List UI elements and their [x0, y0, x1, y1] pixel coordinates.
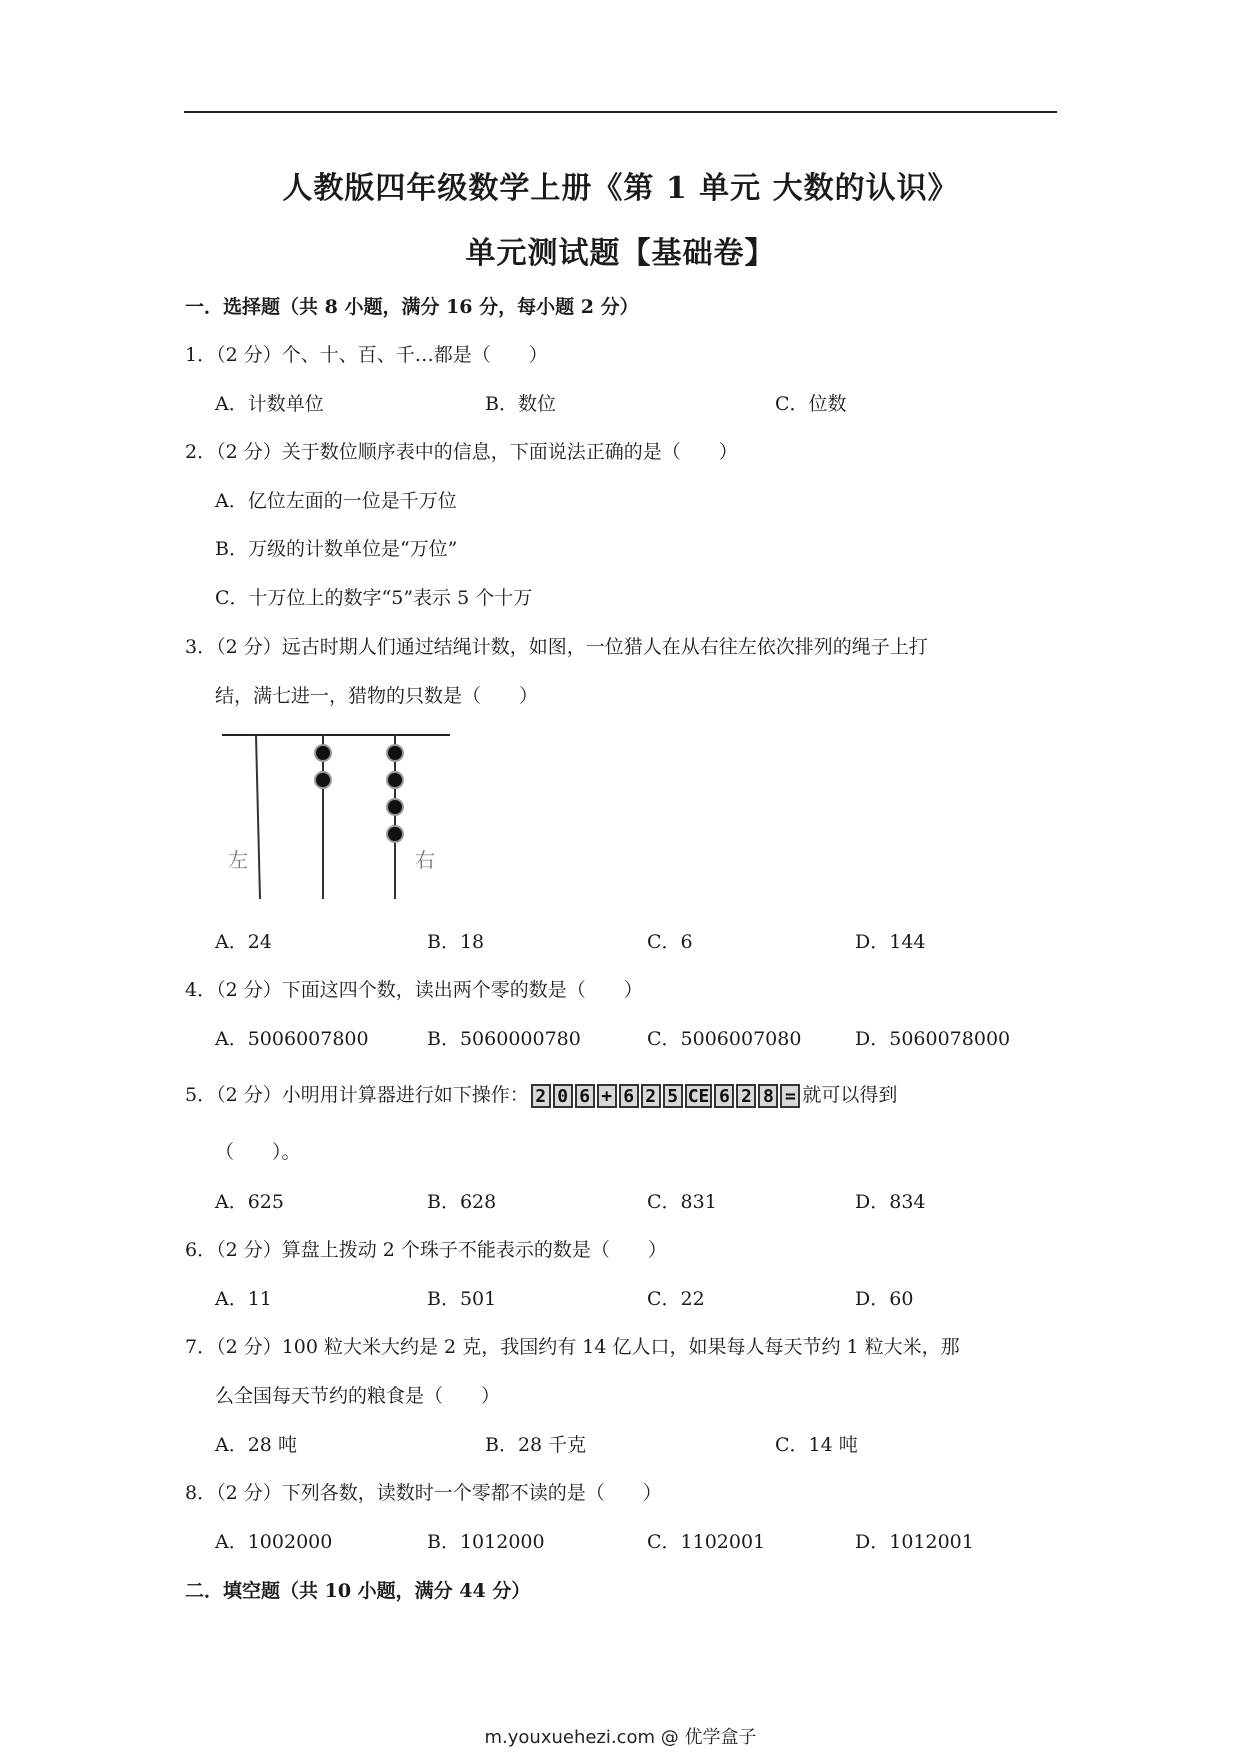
knot — [387, 745, 403, 761]
option-a: A．11 — [215, 1288, 272, 1310]
option-c: C．831 — [647, 1191, 717, 1213]
calc-key-6: 6 — [619, 1084, 639, 1108]
calc-key-equals: = — [780, 1084, 800, 1108]
option-a: A．28 吨 — [215, 1434, 297, 1456]
calc-key-6: 6 — [575, 1084, 595, 1108]
question-3-options — [215, 927, 1055, 953]
option-a: A．5006007800 — [215, 1028, 369, 1050]
option-b: B．18 — [427, 931, 485, 953]
option-d: D．144 — [855, 931, 926, 953]
knot — [315, 772, 331, 788]
calc-key-2: 2 — [531, 1084, 551, 1108]
question-8-stem: 8．（2 分）下列各数，读数时一个零都不读的是（ ） — [185, 1482, 662, 1504]
option-d: D．60 — [855, 1288, 914, 1310]
question-3-stem-cont: 结，满七进一，猎物的只数是（ ） — [215, 685, 539, 707]
question-2-stem: 2．（2 分）关于数位顺序表中的信息，下面说法正确的是（ ） — [185, 441, 738, 463]
knot-rope-figure — [220, 727, 455, 902]
section-heading-fill-blank: 二．填空题（共 10 小题，满分 44 分） — [185, 1580, 531, 1602]
calc-key-0: 0 — [553, 1084, 573, 1108]
question-8-options — [215, 1527, 1055, 1553]
page-title: 人教版四年级数学上册《第 1 单元 大数的认识》 — [282, 171, 959, 206]
option-a: A．计数单位 — [215, 393, 324, 415]
question-7-stem-cont: 么全国每天节约的粮食是（ ） — [215, 1385, 501, 1407]
question-7-options — [215, 1430, 1055, 1456]
figure-label-left: 左 — [228, 848, 248, 872]
knot — [315, 745, 331, 761]
section-heading-choice: 一．选择题（共 8 小题，满分 16 分，每小题 2 分） — [185, 296, 639, 318]
question-4-options — [215, 1024, 1055, 1050]
option-d: D．834 — [855, 1191, 926, 1213]
option-c: C．位数 — [775, 393, 847, 415]
calc-key-2: 2 — [641, 1084, 661, 1108]
option-a: A．625 — [215, 1191, 284, 1213]
question-5-options — [215, 1187, 1055, 1213]
option-c: C．1102001 — [647, 1531, 766, 1553]
question-6-options — [215, 1284, 1055, 1310]
header-rule — [184, 111, 1057, 113]
question-4-stem: 4．（2 分）下面这四个数，读出两个零的数是（ ） — [185, 979, 643, 1001]
option-c: C．22 — [647, 1288, 705, 1310]
option-c: C．6 — [647, 931, 693, 953]
knot — [387, 826, 403, 842]
option-b: B．501 — [427, 1288, 497, 1310]
option-d: D．5060078000 — [855, 1028, 1011, 1050]
calc-key-plus: + — [597, 1084, 617, 1108]
calc-key-2: 2 — [736, 1084, 756, 1108]
calc-key-ce: CE — [685, 1084, 713, 1108]
figure-label-right: 右 — [415, 848, 435, 872]
calc-key-8: 8 — [758, 1084, 778, 1108]
option-b: B．1012000 — [427, 1531, 545, 1553]
option-a: A．24 — [215, 931, 272, 953]
option-b: B．28 千克 — [485, 1434, 587, 1456]
option-b: B．5060000780 — [427, 1028, 581, 1050]
calculator-key-sequence — [531, 1084, 801, 1108]
page-subtitle: 单元测试题【基础卷】 — [465, 236, 776, 271]
option-c: C．5006007080 — [647, 1028, 802, 1050]
calc-key-6: 6 — [714, 1084, 734, 1108]
question-2-option-a: A．亿位左面的一位是千万位 — [215, 490, 457, 512]
option-b: B．数位 — [485, 393, 556, 415]
question-5-stem-suffix: 就可以得到 — [802, 1084, 898, 1106]
question-5-stem-prefix: 5．（2 分）小明用计算器进行如下操作： — [185, 1084, 529, 1106]
rope-left — [256, 735, 260, 899]
option-b: B．628 — [427, 1191, 497, 1213]
question-1-stem: 1．（2 分）个、十、百、千…都是（ ） — [185, 344, 548, 366]
question-5-stem — [185, 1080, 897, 1108]
calc-key-5: 5 — [663, 1084, 683, 1108]
question-2-option-b: B．万级的计数单位是“万位” — [215, 538, 458, 560]
option-d: D．1012001 — [855, 1531, 974, 1553]
question-6-stem: 6．（2 分）算盘上拨动 2 个珠子不能表示的数是（ ） — [185, 1239, 667, 1261]
knot — [387, 799, 403, 815]
footer-site-credit: m.youxuehezi.com @ 优学盒子 — [484, 1727, 757, 1748]
option-a: A．1002000 — [215, 1531, 333, 1553]
question-1-options — [215, 389, 1055, 415]
question-3-stem: 3．（2 分）远古时期人们通过结绳计数，如图，一位猎人在从右往左依次排列的绳子上打 — [185, 636, 928, 658]
question-5-stem-cont: （ ）。 — [215, 1141, 301, 1163]
question-2-option-c: C．十万位上的数字“5”表示 5 个十万 — [215, 587, 533, 609]
option-c: C．14 吨 — [775, 1434, 858, 1456]
knot — [387, 772, 403, 788]
question-7-stem: 7．（2 分）100 粒大米大约是 2 克，我国约有 14 亿人口，如果每人每天节约 1 粒大米，那 — [185, 1336, 960, 1358]
